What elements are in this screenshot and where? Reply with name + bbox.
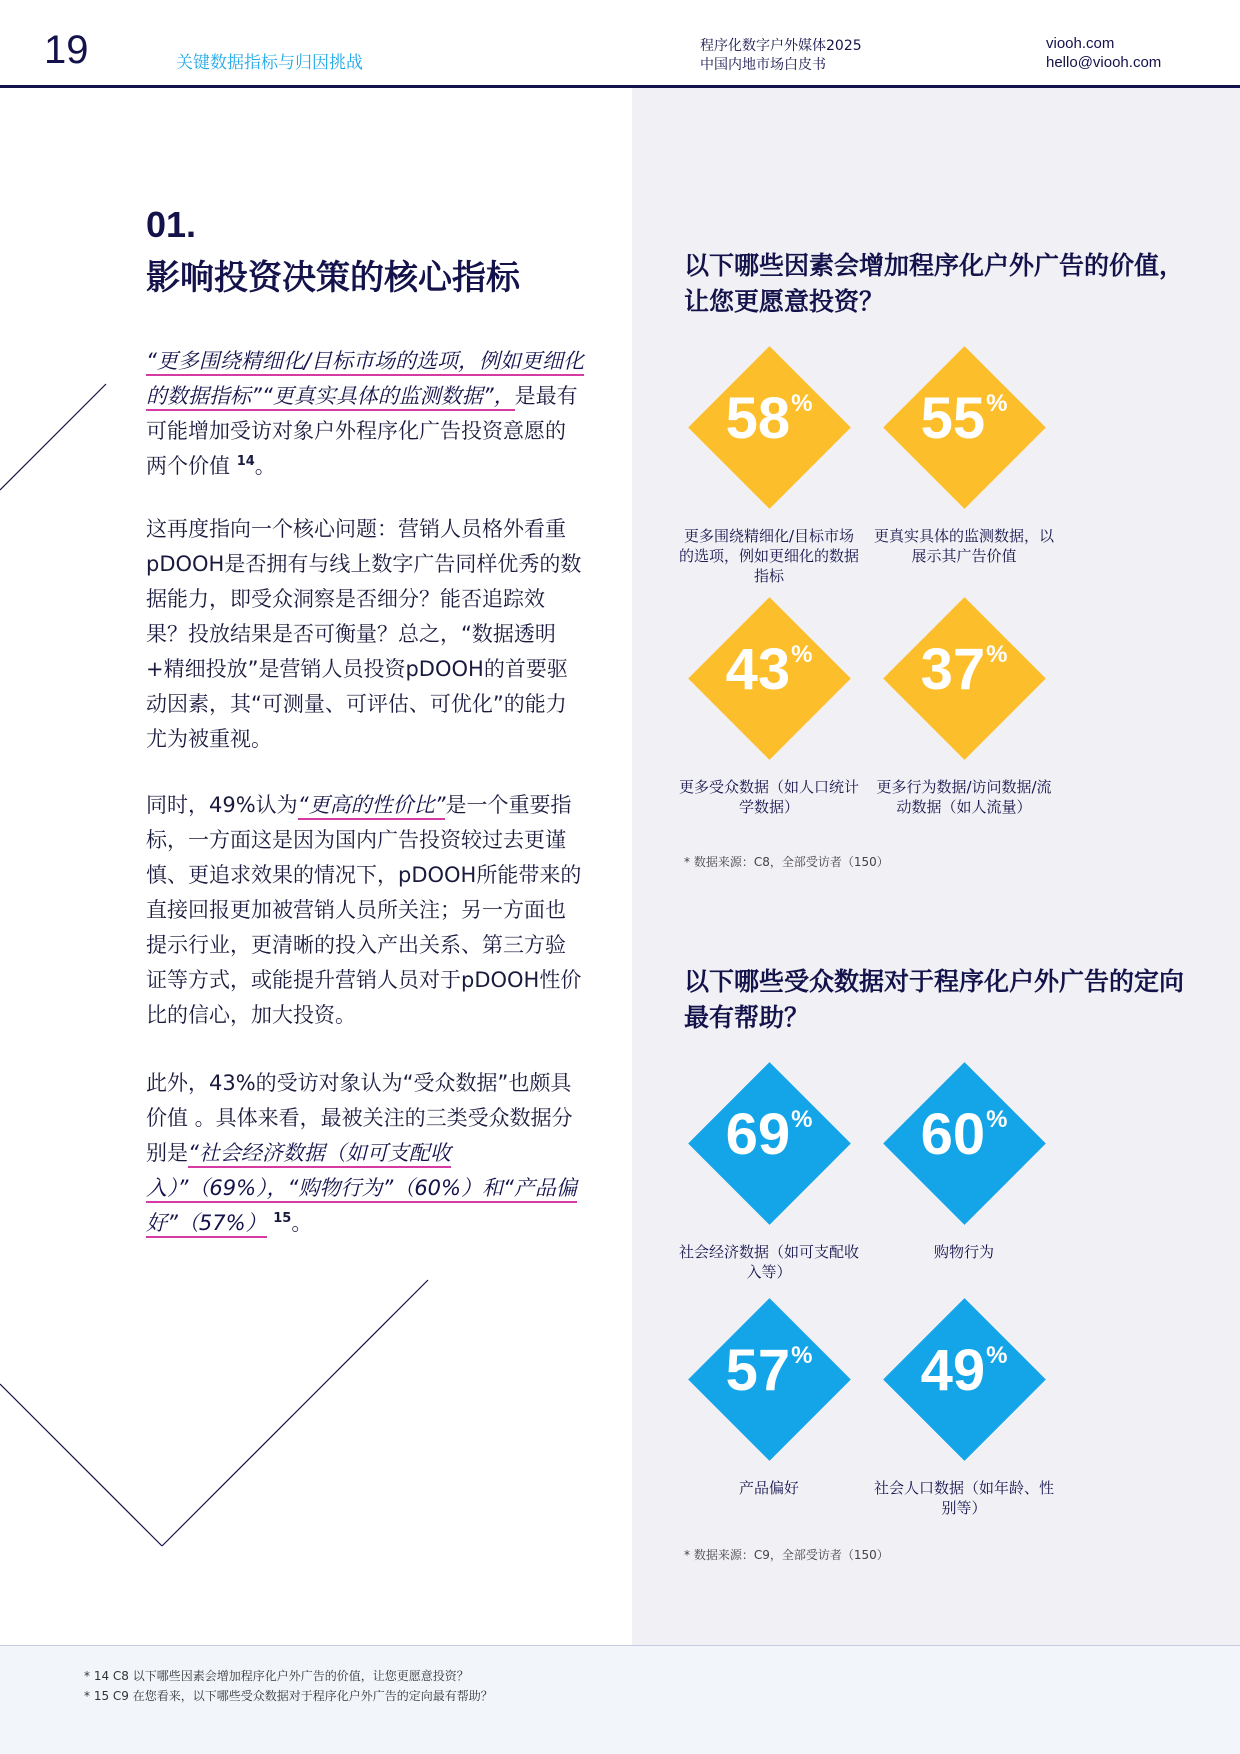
footnote-ref-15: 15 [273, 1211, 292, 1226]
website-link[interactable]: viooh.com [1046, 35, 1115, 52]
highlight-quote-1: “更多围绕精细化/目标市场的选项，例如更细化的数据指标” [146, 349, 584, 411]
chart-1-title: 以下哪些因素会增加程序化户外广告的价值，让您更愿意投资？ [684, 251, 1185, 316]
footnote-14: * 14 C8 以下哪些因素会增加程序化户外广告的价值，让您更愿意投资？ [84, 1669, 469, 1683]
page-number: 19 [44, 28, 89, 72]
footnote-15: * 15 C9 在您看来，以下哪些受众数据对于程序化户外广告的定向最有帮助？ [84, 1689, 493, 1703]
chart-2-title: 以下哪些受众数据对于程序化户外广告的定向最有帮助？ [684, 967, 1185, 1032]
stat-label: 产品偏好 [738, 1479, 799, 1497]
highlight-value: “更高的性价比” [298, 793, 446, 820]
paragraph-4: 此外，43%的受访对象认为“受众数据”也颇具价值 。具体来看，最被关注的三类受众数据分别是“社会经济数据（如可支配收入）”（69%），“购物行为”（60%）和“产品偏好”（57%） $^{15}$。 [146, 1066, 586, 1241]
section-number: 01. [146, 204, 197, 245]
stat-label: 社会经济数据（如可支配收入等） [679, 1243, 860, 1281]
section-heading: 影响投资决策的核心指标 [146, 258, 520, 298]
report-title [700, 37, 862, 75]
highlight-quote-2: “更真实具体的监测数据”， [262, 384, 515, 411]
stat-label: 更真实具体的监测数据，以展示其广告价值 [874, 527, 1055, 565]
paragraph-2: 这再度指向一个核心问题：营销人员格外看重pDOOH是否拥有与线上数字广告同样优秀的数据能力，即受众洞察是否细分？能否追踪效果？投放结果是否可衡量？总之，“数据透明+精细投放”是营销人员投资pDOOH的首要驱动因素，其“可测量、可评估、可优化”的能力尤为被重视。 [146, 517, 582, 751]
paragraph-1: “更多围绕精细化/目标市场的选项，例如更细化的数据指标”“更真实具体的监测数据”，是最有可能增加受访对象户外程序化广告投资意愿的两个价值 $^{14}$。 [146, 349, 584, 478]
stat-label: 更多受众数据（如人口统计学数据） [679, 778, 860, 816]
stat-value: 58% [725, 386, 813, 451]
section-title: 关键数据指标与归因挑战 [176, 53, 363, 73]
footnote-ref-14: 14 [236, 454, 255, 469]
report-title-line1: 程序化数字户外媒体2025 [700, 38, 862, 54]
email-link[interactable]: hello@viooh.com [1046, 54, 1162, 71]
paragraph-1-text: 是最有可能增加受访对象户外程序化广告投资意愿的两个价值 [146, 384, 578, 478]
stat-value: 55% [920, 386, 1008, 451]
stat-value: 49% [920, 1338, 1008, 1403]
stat-value: 37% [920, 637, 1008, 702]
chart-2-source: * 数据来源：C9，全部受访者（150） [684, 1548, 889, 1562]
highlight-audience-data: “社会经济数据（如可支配收入）”（69%），“购物行为”（60%）和“产品偏好”（57%） [146, 1141, 577, 1238]
stat-label: 更多围绕精细化/目标市场的选项，例如更细化的数据指标 [679, 527, 860, 585]
contact-info [1046, 34, 1161, 72]
stat-label: 更多行为数据/访问数据/流动数据（如人流量） [876, 778, 1052, 816]
stat-label: 社会人口数据（如年龄、性别等） [874, 1479, 1055, 1517]
stat-label: 购物行为 [933, 1243, 994, 1261]
chart-1-source: * 数据来源：C8，全部受访者（150） [684, 855, 889, 869]
stat-value: 43% [725, 637, 813, 702]
stat-value: 60% [920, 1102, 1008, 1167]
stat-value: 57% [725, 1338, 813, 1403]
page-footer [0, 1645, 1240, 1754]
report-title-line2: 中国内地市场白皮书 [700, 57, 826, 73]
paragraph-3: 同时，49%认为“更高的性价比”是一个重要指标，一方面这是因为国内广告投资较过去更谨慎、更追求效果的情况下，pDOOH所能带来的直接回报更加被营销人员所关注；另一方面也提示行业，更清晰的投入产出关系、第三方验证等方式，或能提升营销人员对于pDOOH性价比的信心，加大投资。 [146, 793, 582, 1027]
stat-value: 69% [725, 1102, 813, 1167]
